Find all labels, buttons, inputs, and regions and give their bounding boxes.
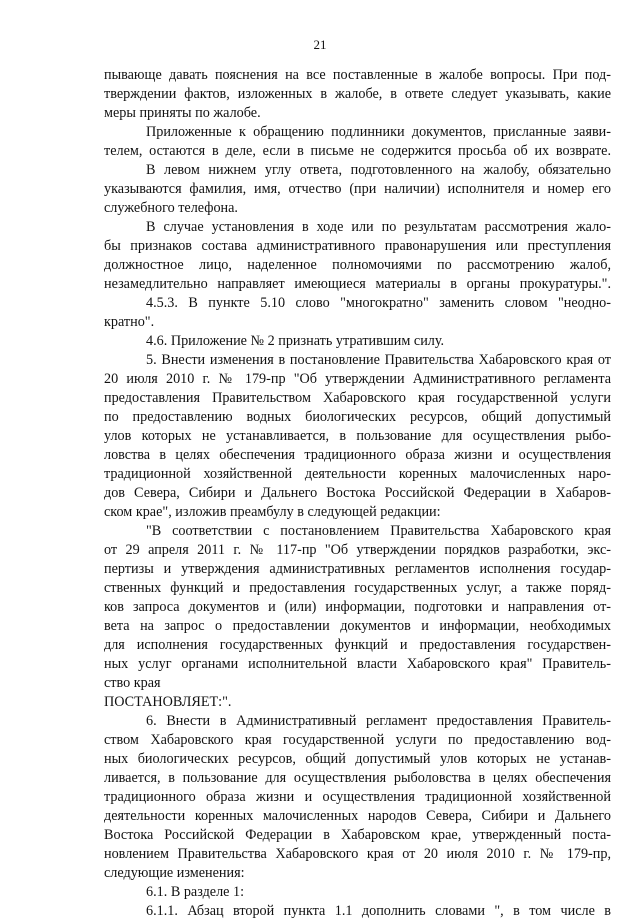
text-line: должностное лицо, наделенное полномочиями по рассмотрению жалоб, [104,257,611,273]
text-line: для исполнения государственных функций и предоставления государствен- [104,637,611,653]
text-line: незамедлительно направляет имеющиеся материалы в органы прокуратуры.". [104,276,611,292]
text-line: В случае установления в ходе или по результатам рассмотрения жало- [146,219,611,235]
text-line: 6.1. В разделе 1: [146,884,245,900]
text-line: ством Хабаровского края государственной услуги по предоставлению вод- [104,732,611,748]
text-line: указываются фамилия, имя, отчество (при наличии) исполнителя и номер его [104,181,611,197]
text-line: улов которых не устанавливается, в пользование для осуществления рыбо- [104,428,611,444]
text-line: ловства в целях обеспечения традиционного образа жизни и осуществления [104,447,611,463]
text-line: 6. Внести в Административный регламент предоставления Правитель- [146,713,611,729]
text-line: ливается, в пользование для осуществления рыболовства в целях обеспечения [104,770,611,786]
text-line: деятельности коренных малочисленных народов Севера, Сибири и Дальнего [104,808,611,824]
text-line: новлением Правительства Хабаровского края от 20 июля 2010 г. № 179-пр, [104,846,611,862]
text-line: следующие изменения: [104,865,245,881]
text-line: вета на запрос о предоставлении документов и информации, необходимых [104,618,611,634]
text-line: 4.6. Приложение № 2 признать утратившим силу. [146,333,445,349]
text-line: ство края [104,675,161,691]
text-line: служебного телефона. [104,200,238,216]
document-body [104,66,611,921]
text-line: от 29 апреля 2011 г. № 117-пр "Об утверждении порядков разработки, экс- [104,542,611,558]
text-line: В левом нижнем углу ответа, подготовленного на жалобу, обязательно [146,162,611,178]
text-line: ных биологических ресурсов, общий допустимый улов которых не устанав- [104,751,611,767]
text-line: традиционной хозяйственной деятельности коренных малочисленных наро- [104,466,611,482]
text-line: дов Севера, Сибири и Дальнего Востока Российской Федерации в Хабаров- [104,485,611,501]
text-line: Востока Российской Федерации в Хабаровском крае, утвержденный поста- [104,827,611,843]
text-line: пертизы и утверждения административных регламентов исполнения государ- [104,561,611,577]
text-line: "В соответствии с постановлением Правительства Хабаровского края [146,523,611,539]
text-line: традиционного образа жизни и осуществления традиционной хозяйственной [104,789,611,805]
text-line: Приложенные к обращению подлинники документов, присланные заяви- [146,124,611,140]
text-line: телем, остаются в деле, если в письме не содержится просьба об их возврате. [104,143,611,159]
page-number: 21 [313,37,327,52]
text-line: 6.1.1. Абзац второй пункта 1.1 дополнить словами ", в том числе в [146,903,611,919]
text-line: бы признаков состава административного правонарушения или преступления [104,238,611,254]
text-line: ков запроса документов и (или) информации, подготовки и направления от- [104,599,611,615]
text-line: ПОСТАНОВЛЯЕТ:". [104,694,232,710]
text-line: ственных функций и предоставления государственных услуг, а также поряд- [104,580,611,596]
text-line: пывающе давать пояснения на все поставленные в жалобе вопросы. При под- [104,67,611,83]
text-line: тверждении фактов, изложенных в жалобе, в ответе следует указывать, какие [104,86,611,102]
text-line: 4.5.3. В пункте 5.10 слово "многократно" заменить словом "неодно- [146,295,611,311]
text-line: по предоставлению водных биологических ресурсов, общий допустимый [104,409,611,425]
text-line: меры приняты по жалобе. [104,105,261,121]
text-line: кратно". [104,314,155,330]
text-line: предоставления Правительством Хабаровского края государственной услуги [104,390,611,406]
text-line: 20 июля 2010 г. № 179-пр "Об утверждении Административного регламента [104,371,611,387]
text-line: ных услуг органами исполнительной власти Хабаровского края" Правитель- [104,656,611,672]
text-line: 5. Внести изменения в постановление Правительства Хабаровского края от [146,352,611,368]
text-line: ском крае", изложив преамбулу в следующей редакции: [104,504,441,520]
